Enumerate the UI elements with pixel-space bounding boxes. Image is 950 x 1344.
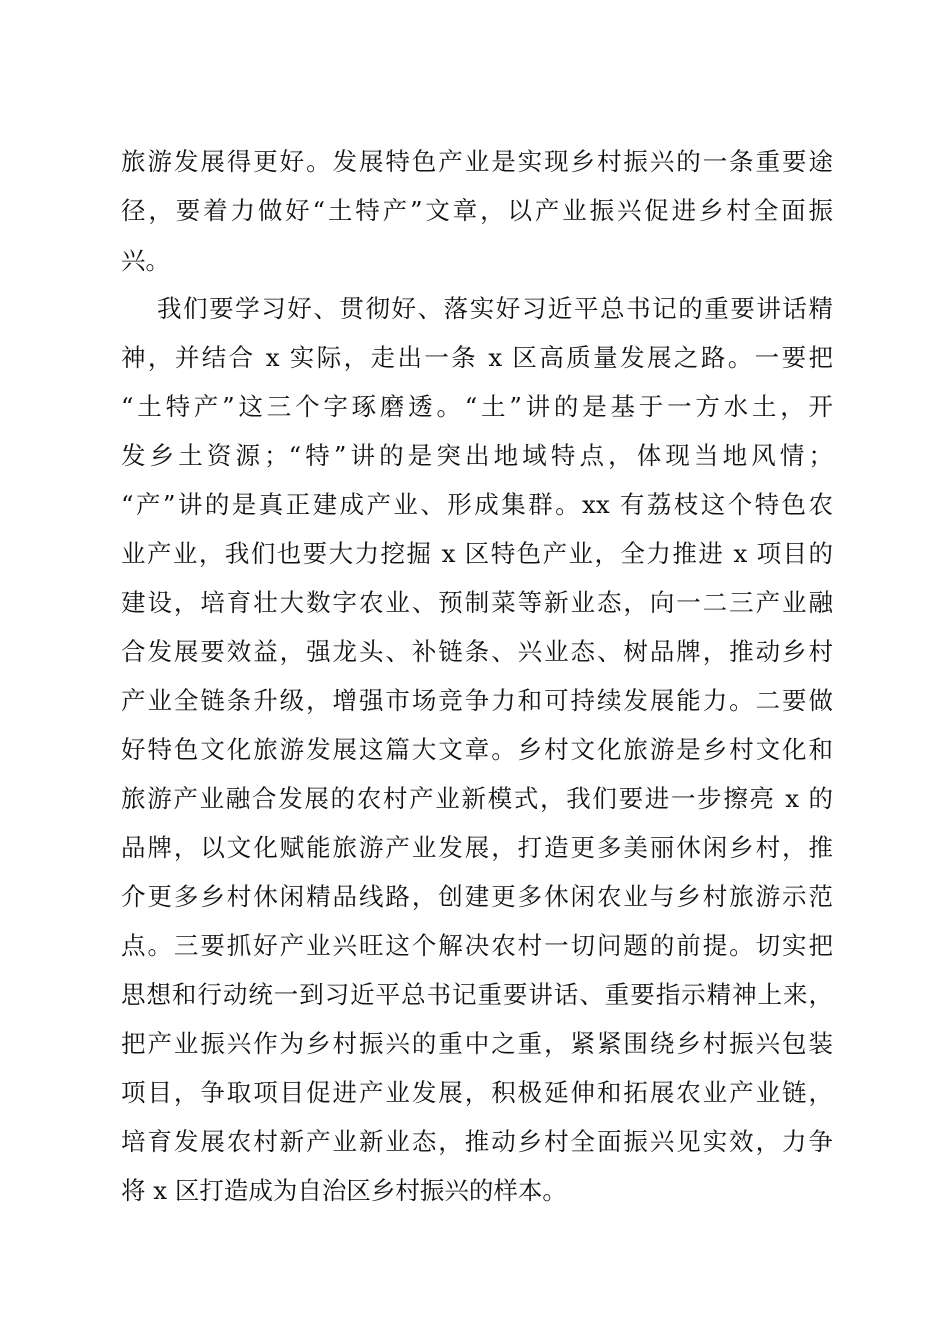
paragraph-2-line-19: 将 x 区打造成为自治区乡村振兴的样本。: [121, 1176, 567, 1205]
paragraph-1-line-1: 旅游发展得更好。发展特色产业是实现乡村振兴的一条重要途: [121, 147, 833, 176]
paragraph-2-line-18: 培育发展农村新产业新业态，推动乡村全面振兴见实效，力争: [121, 1127, 833, 1156]
paragraph-2-line-4: 发乡土资源；“特”讲的是突出地域特点，体现当地风情；: [121, 441, 833, 470]
paragraph-2-line-10: 好特色文化旅游发展这篇大文章。乡村文化旅游是乡村文化和: [121, 735, 833, 764]
paragraph-2-line-2: 神，并结合 x 实际，走出一条 x 区高质量发展之路。一要把: [121, 343, 833, 372]
paragraph-2-line-17: 项目，争取项目促进产业发展，积极延伸和拓展农业产业链，: [121, 1078, 833, 1107]
paragraph-2-line-13: 介更多乡村休闲精品线路，创建更多休闲农业与乡村旅游示范: [121, 882, 833, 911]
paragraph-2-line-15: 思想和行动统一到习近平总书记重要讲话、重要指示精神上来，: [121, 980, 833, 1009]
paragraph-2-line-11: 旅游产业融合发展的农村产业新模式，我们要进一步擦亮 x 的: [121, 784, 833, 813]
paragraph-2-line-16: 把产业振兴作为乡村振兴的重中之重，紧紧围绕乡村振兴包装: [121, 1029, 833, 1058]
paragraph-2-line-1: 我们要学习好、贯彻好、落实好习近平总书记的重要讲话精: [157, 294, 833, 323]
paragraph-2-line-7: 建设，培育壮大数字农业、预制菜等新业态，向一二三产业融: [121, 588, 833, 617]
paragraph-1-line-2: 径，要着力做好“土特产”文章，以产业振兴促进乡村全面振: [121, 196, 833, 225]
paragraph-2-line-3: “土特产”这三个字琢磨透。“土”讲的是基于一方水土，开: [121, 392, 833, 421]
paragraph-2-line-5: “产”讲的是真正建成产业、形成集群。xx 有荔枝这个特色农: [121, 490, 833, 519]
paragraph-2-line-8: 合发展要效益，强龙头、补链条、兴业态、树品牌，推动乡村: [121, 637, 833, 666]
paragraph-2-line-6: 业产业，我们也要大力挖掘 x 区特色产业，全力推进 x 项目的: [121, 539, 833, 568]
paragraph-2-line-9: 产业全链条升级，增强市场竞争力和可持续发展能力。二要做: [121, 686, 833, 715]
paragraph-2-line-12: 品牌，以文化赋能旅游产业发展，打造更多美丽休闲乡村，推: [121, 833, 833, 862]
paragraph-1-line-3: 兴。: [121, 246, 170, 275]
paragraph-2-line-14: 点。三要抓好产业兴旺这个解决农村一切问题的前提。切实把: [121, 931, 833, 960]
